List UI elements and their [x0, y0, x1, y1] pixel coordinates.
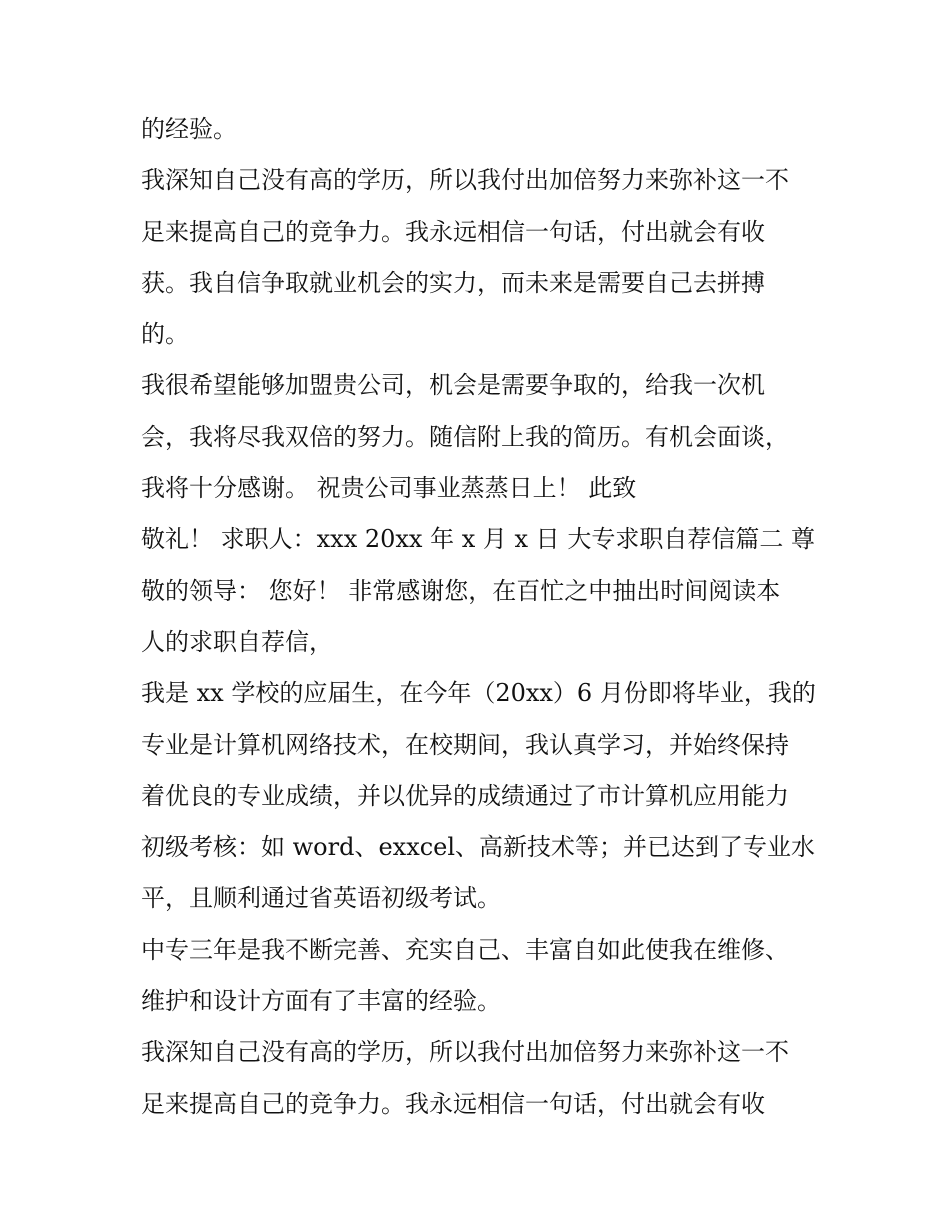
text-line: 足来提高自己的竞争力。我永远相信一句话，付出就会有收	[141, 217, 765, 246]
text-line: 会，我将尽我双倍的努力。随信附上我的简历。有机会面谈，	[141, 422, 789, 451]
text-line: 敬的领导： 您好！ 非常感谢您，在百忙之中抽出时间阅读本	[141, 576, 781, 605]
text-line: 我深知自己没有高的学历，所以我付出加倍努力来弥补这一不	[141, 166, 789, 195]
text-line: 专业是计算机网络技术，在校期间，我认真学习，并始终保持	[141, 730, 789, 759]
text-line: 我将十分感谢。 祝贵公司事业蒸蒸日上！ 此致	[141, 474, 637, 503]
document-body	[141, 104, 821, 1130]
text-line: 维护和设计方面有了丰富的经验。	[141, 987, 501, 1016]
text-line: 敬礼！ 求职人：xxx 20xx 年 x 月 x 日 大专求职自荐信篇二 尊	[141, 525, 815, 554]
text-line: 足来提高自己的竞争力。我永远相信一句话，付出就会有收	[141, 1089, 765, 1118]
text-line: 我是 xx 学校的应届生，在今年（20xx）6 月份即将毕业，我的	[141, 679, 816, 708]
text-line: 初级考核：如 word、exxcel、高新技术等；并已达到了专业水	[141, 833, 816, 862]
text-line: 我很希望能够加盟贵公司，机会是需要争取的，给我一次机	[141, 371, 765, 400]
text-line: 获。我自信争取就业机会的实力，而未来是需要自己去拼搏	[141, 268, 765, 297]
text-line: 着优良的专业成绩，并以优异的成绩通过了市计算机应用能力	[141, 781, 789, 810]
text-line: 中专三年是我不断完善、充实自己、丰富自如此使我在维修、	[141, 935, 789, 964]
text-line: 的经验。	[141, 115, 237, 143]
text-line: 我深知自己没有高的学历，所以我付出加倍努力来弥补这一不	[141, 1038, 789, 1067]
text-line: 的。	[141, 320, 189, 349]
text-line: 人的求职自荐信，	[141, 627, 333, 656]
text-line: 平，且顺利通过省英语初级考试。	[141, 884, 501, 913]
